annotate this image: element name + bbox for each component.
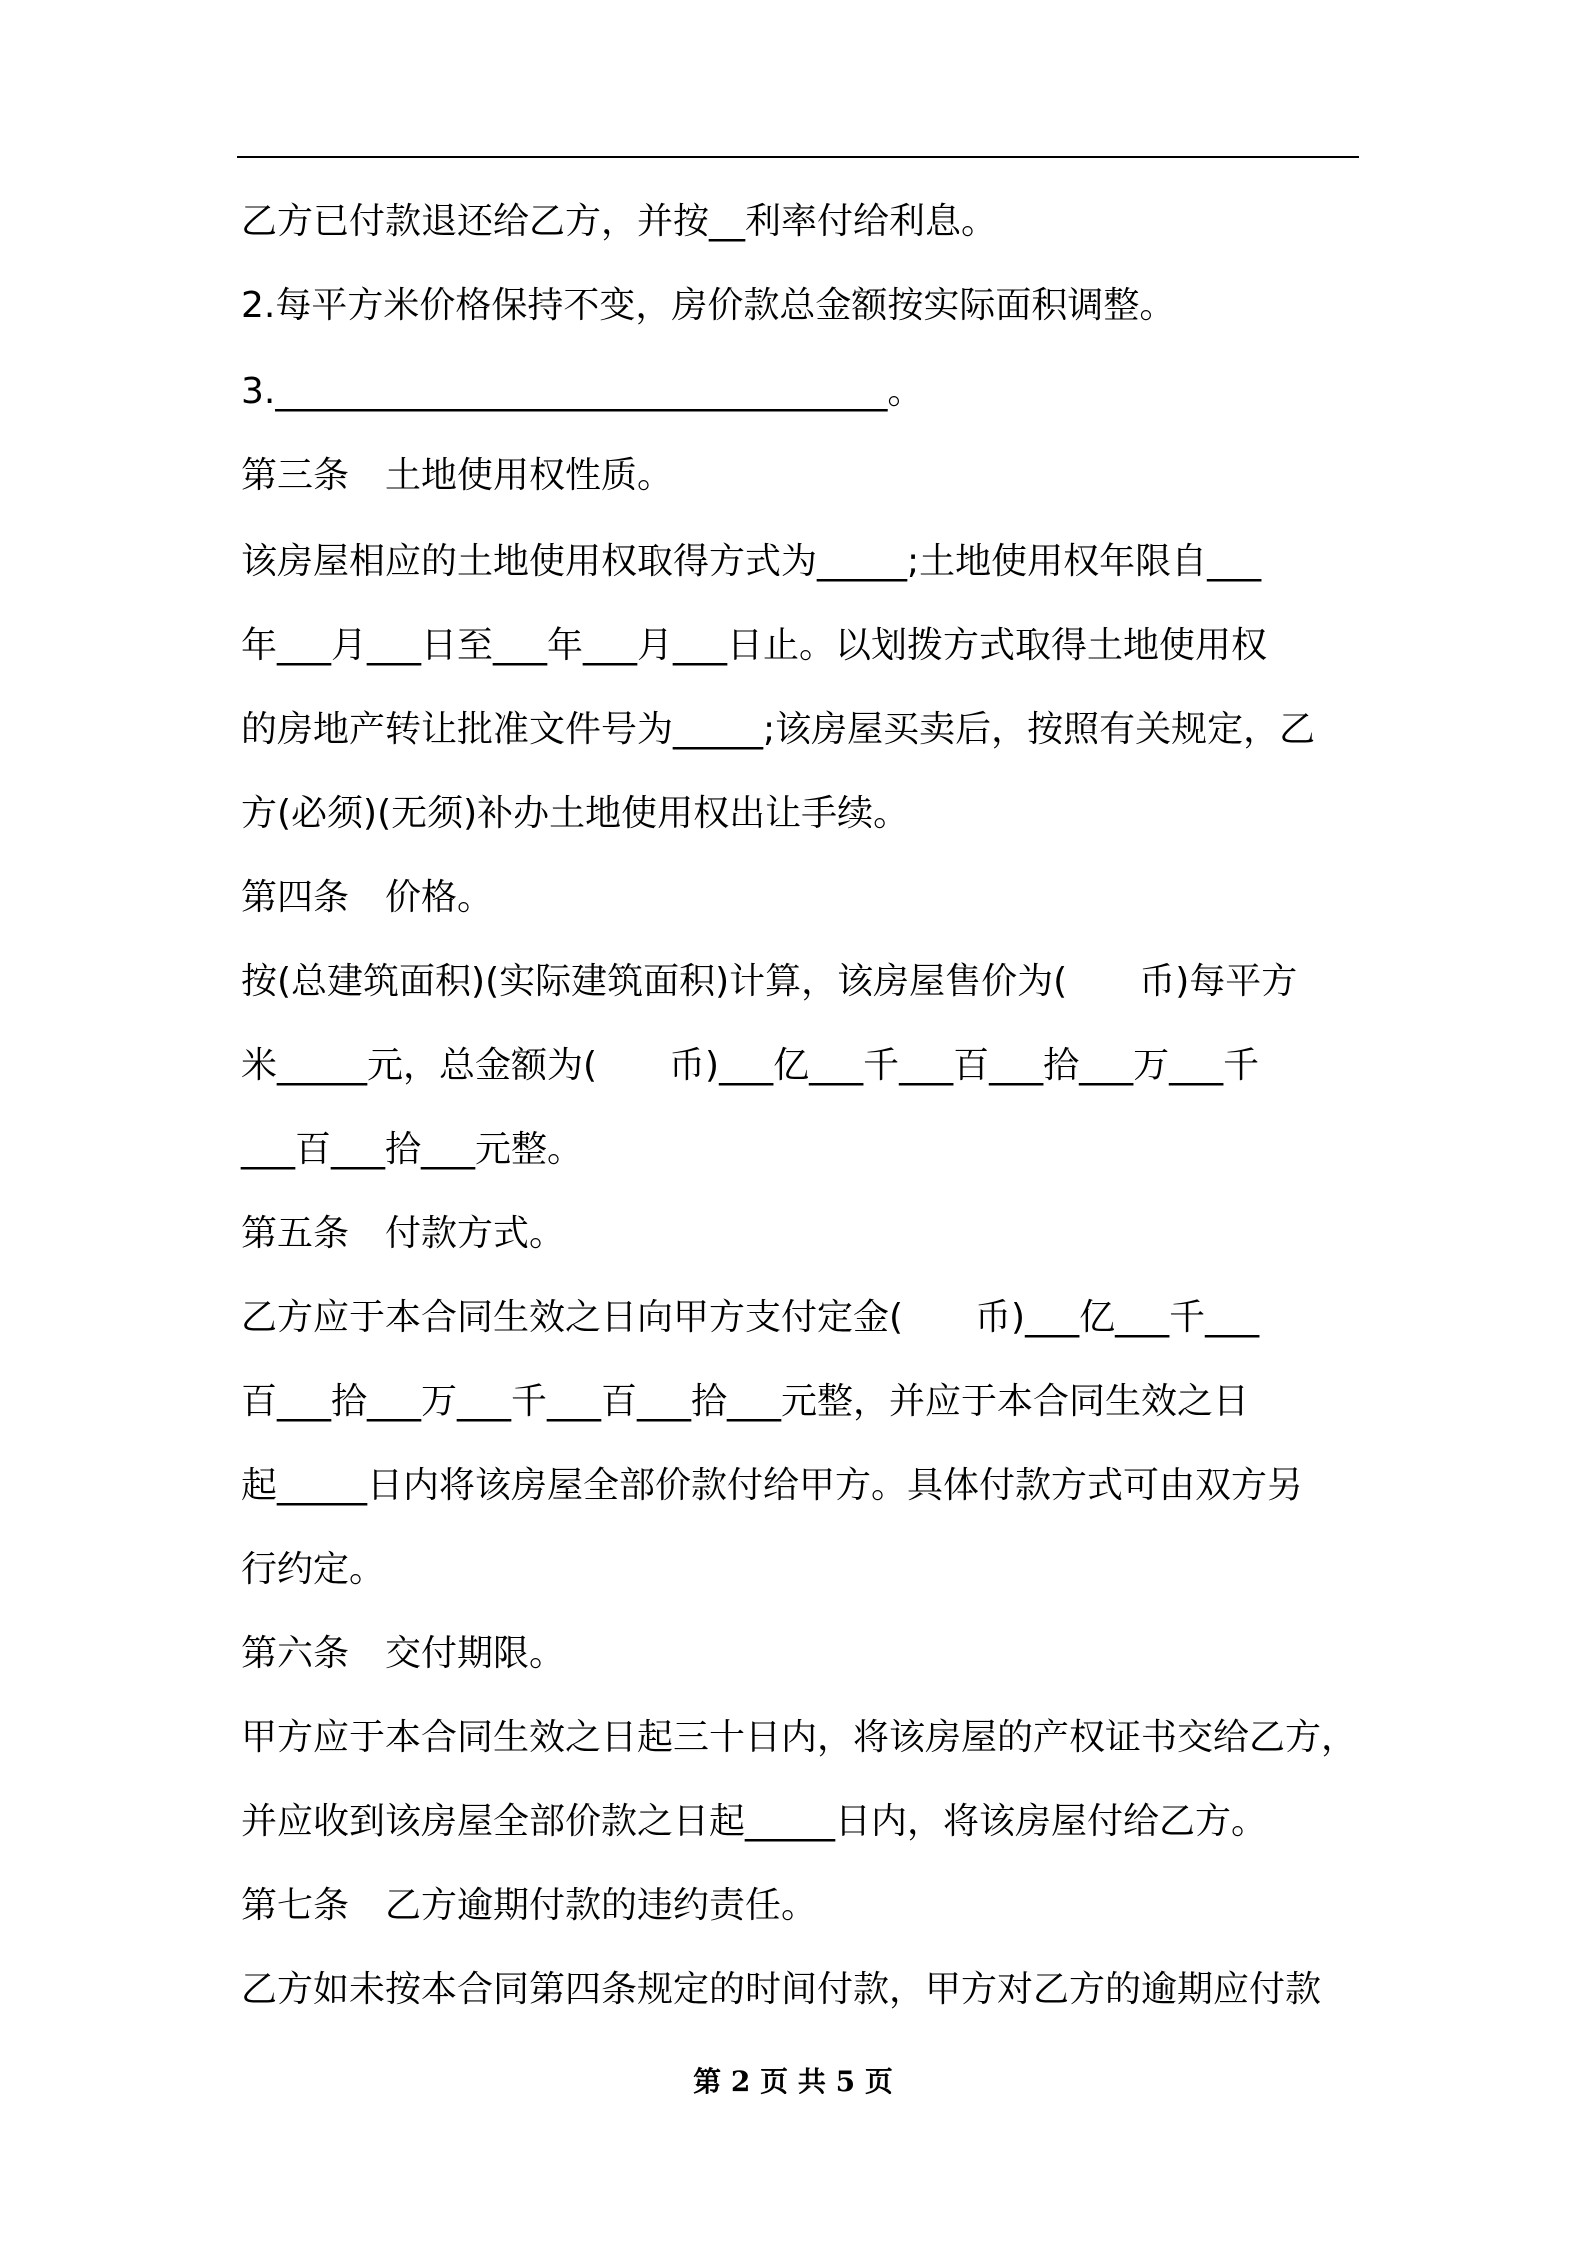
text-line: 乙方已付款退还给乙方，并按__利率付给利息。 [241,201,998,242]
page-number: 第 2 页 共 5 页 [693,2065,893,2098]
text-line: 乙方应于本合同生效之日向甲方支付定金( 币)___亿___千___ [241,1297,1260,1338]
text-line: 甲方应于本合同生效之日起三十日内，将该房屋的产权证书交给乙方， [241,1717,1358,1758]
text-line: 该房屋相应的土地使用权取得方式为_____;土地使用权年限自___ [241,541,1262,582]
section-heading: 第四条 价格。 [241,877,494,918]
text-line: 按(总建筑面积)(实际建筑面积)计算，该房屋售价为( 币)每平方 [241,961,1298,1002]
text-line: 百___拾___万___千___百___拾___元整，并应于本合同生效之日 [241,1381,1250,1422]
text-line: 3.__________________________________。 [241,371,924,412]
text-line: 并应收到该房屋全部价款之日起_____日内，将该房屋付给乙方。 [241,1801,1268,1842]
text-line: 米_____元，总金额为( 币)___亿___千___百___拾___万___千 [241,1045,1260,1086]
text-line: 方(必须)(无须)补办土地使用权出让手续。 [241,793,910,834]
section-heading: 第五条 付款方式。 [241,1213,566,1254]
header-rule [237,156,1359,158]
section-heading: 第三条 土地使用权性质。 [241,455,674,496]
text-line: 起_____日内将该房屋全部价款付给甲方。具体付款方式可由双方另 [241,1465,1304,1506]
text-line: 行约定。 [241,1549,386,1590]
text-line: ___百___拾___元整。 [241,1129,584,1170]
text-line: 2.每平方米价格保持不变，房价款总金额按实际面积调整。 [241,285,1176,326]
text-line: 乙方如未按本合同第四条规定的时间付款，甲方对乙方的逾期应付款 [241,1969,1322,2010]
text-line: 年___月___日至___年___月___日止。以划拨方式取得土地使用权 [241,625,1268,666]
text-line: 的房地产转让批准文件号为_____;该房屋买卖后，按照有关规定，乙 [241,709,1316,750]
section-heading: 第七条 乙方逾期付款的违约责任。 [241,1885,818,1926]
section-heading: 第六条 交付期限。 [241,1633,566,1674]
